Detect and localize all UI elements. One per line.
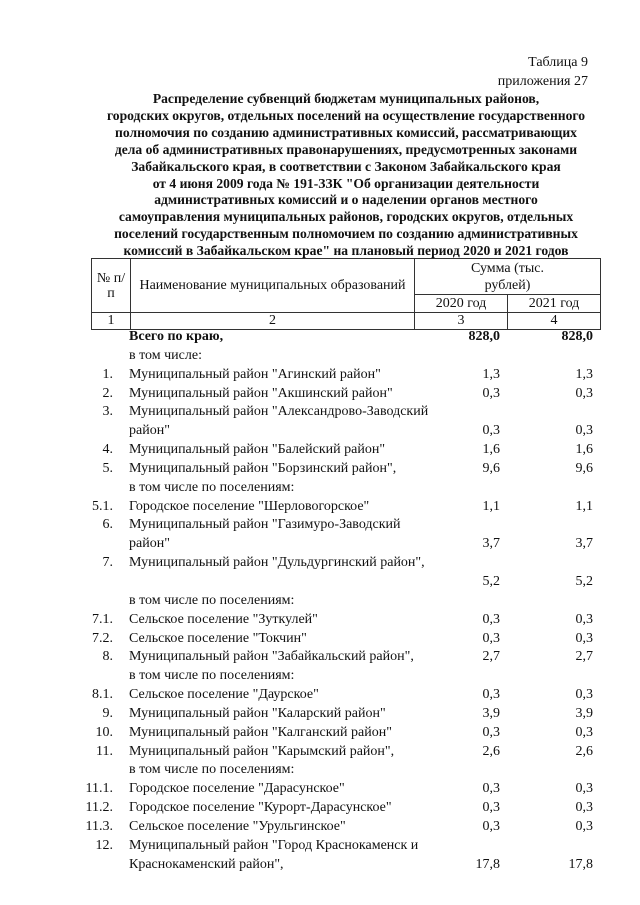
row-name: Муниципальный район "Борзинский район", [129, 460, 397, 476]
row-value-2020: 0,3 [482, 687, 500, 703]
row-name: Городское поселение "Дарасунское" [129, 781, 345, 797]
table-row [91, 516, 601, 554]
header-name: Наименование муниципальных образований [131, 259, 415, 313]
header-num-text: № п/п [96, 270, 126, 301]
row-value-2021: 0,3 [575, 423, 593, 439]
row-number: 5.1. [92, 498, 113, 514]
row-value-2021: 17,8 [568, 856, 593, 872]
title-line: комиссий в Забайкальском крае" на плановый период 2020 и 2021 годов [123, 243, 569, 259]
row-number: 8.1. [92, 687, 113, 703]
row-name: Муниципальный район "Дульдургинский район", [129, 555, 425, 571]
appendix-number: приложения 27 [497, 74, 588, 89]
row-value-2021: 0,3 [575, 818, 593, 834]
row-value-2020: 0,3 [482, 385, 500, 401]
row-value-2020: 3,7 [482, 536, 500, 552]
row-value-2020: 9,6 [482, 460, 500, 476]
row-value-2021: 1,6 [575, 442, 593, 458]
row-value-2020: 1,1 [482, 498, 500, 514]
row-value-2020: 0,3 [482, 818, 500, 834]
table-row [91, 328, 601, 347]
table-row [91, 724, 601, 743]
row-name: Муниципальный район "Агинский район" [129, 366, 381, 382]
row-value-2021: 828,0 [561, 329, 593, 344]
row-value-2021: 0,3 [575, 724, 593, 740]
row-number: 11.1. [85, 781, 113, 797]
row-value-2020: 0,3 [482, 423, 500, 439]
row-value-2021: 2,6 [575, 743, 593, 759]
row-value-2021: 1,3 [575, 366, 593, 382]
header-sum [415, 259, 601, 295]
row-name: Сельское поселение "Даурское" [129, 687, 319, 703]
row-value-2020: 0,3 [482, 611, 500, 627]
title-line: поселений государственным полномочием по созданию административных [114, 226, 578, 242]
row-name: Муниципальный район "Акшинский район" [129, 385, 393, 401]
table-row [91, 630, 601, 649]
table-number: Таблица 9 [528, 55, 588, 70]
row-number: 7.2. [92, 630, 113, 646]
table-row [91, 761, 601, 780]
title-line: самоуправления муниципальных районов, городских округов, отдельных [118, 209, 574, 225]
row-name: Сельское поселение "Урульгинское" [129, 818, 346, 834]
row-number: 6. [102, 517, 113, 533]
row-name: Сельское поселение "Зуткулей" [129, 611, 318, 627]
table-row [91, 385, 601, 404]
col-index-2: 2 [131, 313, 415, 330]
row-name: в том числе по поселениям: [129, 762, 295, 778]
row-name: Всего по краю, [129, 329, 224, 344]
title-line: городских округов, отдельных поселений на осуществление государственного [106, 107, 586, 123]
row-value-2021: 0,3 [575, 385, 593, 401]
row-value-2020: 17,8 [475, 856, 500, 872]
table-row [91, 403, 601, 441]
header-sum-text: Сумма (тыс. рублей) [470, 260, 545, 293]
table-header [91, 258, 601, 330]
header-2020: 2020 год [415, 295, 508, 313]
title-line: Распределение субвенций бюджетам муниципальных районов, [152, 91, 540, 106]
row-name: Муниципальный район "Газимуро-Заводский район" [129, 517, 401, 552]
row-name: Муниципальный район "Александрово-Заводский район" [129, 404, 429, 439]
row-value-2020: 0,3 [482, 724, 500, 740]
table-row [85, 818, 601, 837]
row-number: 11.3. [85, 818, 113, 834]
title-line: Забайкальского края, в соответствии с Законом Забайкальского края [131, 158, 561, 174]
table-reference [498, 53, 588, 91]
row-value-2020: 0,3 [482, 781, 500, 797]
row-number: 7.1. [92, 611, 113, 627]
table-row [91, 460, 601, 479]
document-title [88, 91, 604, 260]
table-row [91, 498, 601, 517]
title-line: полномочия по созданию административных комиссий, рассматривающих [115, 124, 577, 140]
row-value-2021: 0,3 [575, 630, 593, 646]
row-value-2021: 3,9 [575, 705, 593, 721]
row-value-2021: 5,2 [575, 573, 593, 589]
row-name: в том числе по поселениям: [129, 592, 295, 608]
row-number: 8. [102, 649, 113, 665]
row-number: 10. [95, 724, 113, 740]
row-number: 12. [95, 837, 113, 853]
row-number: 1. [102, 366, 113, 382]
header-2021: 2021 год [508, 295, 601, 313]
row-value-2020: 1,3 [482, 366, 500, 382]
table-row [91, 441, 601, 460]
row-value-2020: 3,9 [482, 705, 500, 721]
table-row [91, 686, 601, 705]
table-row [91, 667, 601, 686]
row-name: в том числе по поселениям: [129, 668, 295, 684]
row-value-2020: 2,6 [482, 743, 500, 759]
table-row [91, 705, 601, 724]
row-name: Городское поселение "Шерловогорское" [129, 498, 370, 514]
table-body [85, 328, 601, 874]
row-value-2020: 5,2 [482, 573, 500, 589]
title-line: от 4 июня 2009 года № 191-ЗЗК "Об организации деятельности [152, 175, 540, 191]
title-line: дела об административных правонарушениях, предусмотренных законами [114, 141, 578, 157]
row-value-2020: 0,3 [482, 800, 500, 816]
col-index-4: 4 [508, 313, 601, 330]
table-row [91, 648, 601, 667]
row-name: Муниципальный район "Карымский район", [129, 743, 395, 759]
row-value-2021: 0,3 [575, 687, 593, 703]
table-row [91, 592, 601, 611]
table-row [91, 743, 601, 762]
row-number: 4. [102, 442, 113, 458]
row-value-2020: 828,0 [468, 329, 500, 344]
row-value-2021: 0,3 [575, 611, 593, 627]
row-number: 7. [102, 555, 113, 571]
row-value-2020: 2,7 [482, 649, 500, 665]
table-row [85, 780, 601, 799]
row-value-2021: 2,7 [575, 649, 593, 665]
row-name: Муниципальный район "Балейский район" [129, 442, 386, 458]
table-row [91, 554, 601, 592]
row-name: Сельское поселение "Токчин" [129, 630, 307, 646]
col-index-3: 3 [415, 313, 508, 330]
row-name: Муниципальный район "Каларский район" [129, 705, 386, 721]
table-row [91, 479, 601, 498]
row-value-2020: 0,3 [482, 630, 500, 646]
row-number: 3. [102, 404, 113, 420]
row-value-2021: 3,7 [575, 536, 593, 552]
title-line: административных комиссий и о наделении органов местного [154, 192, 538, 208]
row-value-2021: 0,3 [575, 800, 593, 816]
table-row [91, 347, 601, 366]
header-num [92, 259, 131, 313]
table-row [85, 799, 601, 818]
row-name: Муниципальный район "Калганский район" [129, 724, 392, 740]
col-index-1: 1 [92, 313, 131, 330]
row-number: 2. [102, 385, 113, 401]
row-name: Муниципальный район "Забайкальский район", [129, 649, 414, 665]
row-value-2021: 9,6 [575, 460, 593, 476]
row-number: 5. [102, 460, 113, 476]
row-number: 11.2. [85, 800, 113, 816]
row-name: в том числе: [129, 347, 202, 363]
row-value-2021: 0,3 [575, 781, 593, 797]
table-row [91, 837, 601, 875]
row-number: 9. [102, 705, 113, 721]
row-number: 11. [96, 743, 113, 759]
row-value-2021: 1,1 [575, 498, 593, 514]
row-name: Муниципальный район "Город Краснокаменск и Краснокаменский район", [129, 837, 419, 872]
row-name: в том числе по поселениям: [129, 479, 295, 495]
row-name: Городское поселение "Курорт-Дарасунское" [129, 800, 392, 816]
row-value-2020: 1,6 [482, 442, 500, 458]
table-row [91, 366, 601, 385]
table-row [91, 611, 601, 630]
